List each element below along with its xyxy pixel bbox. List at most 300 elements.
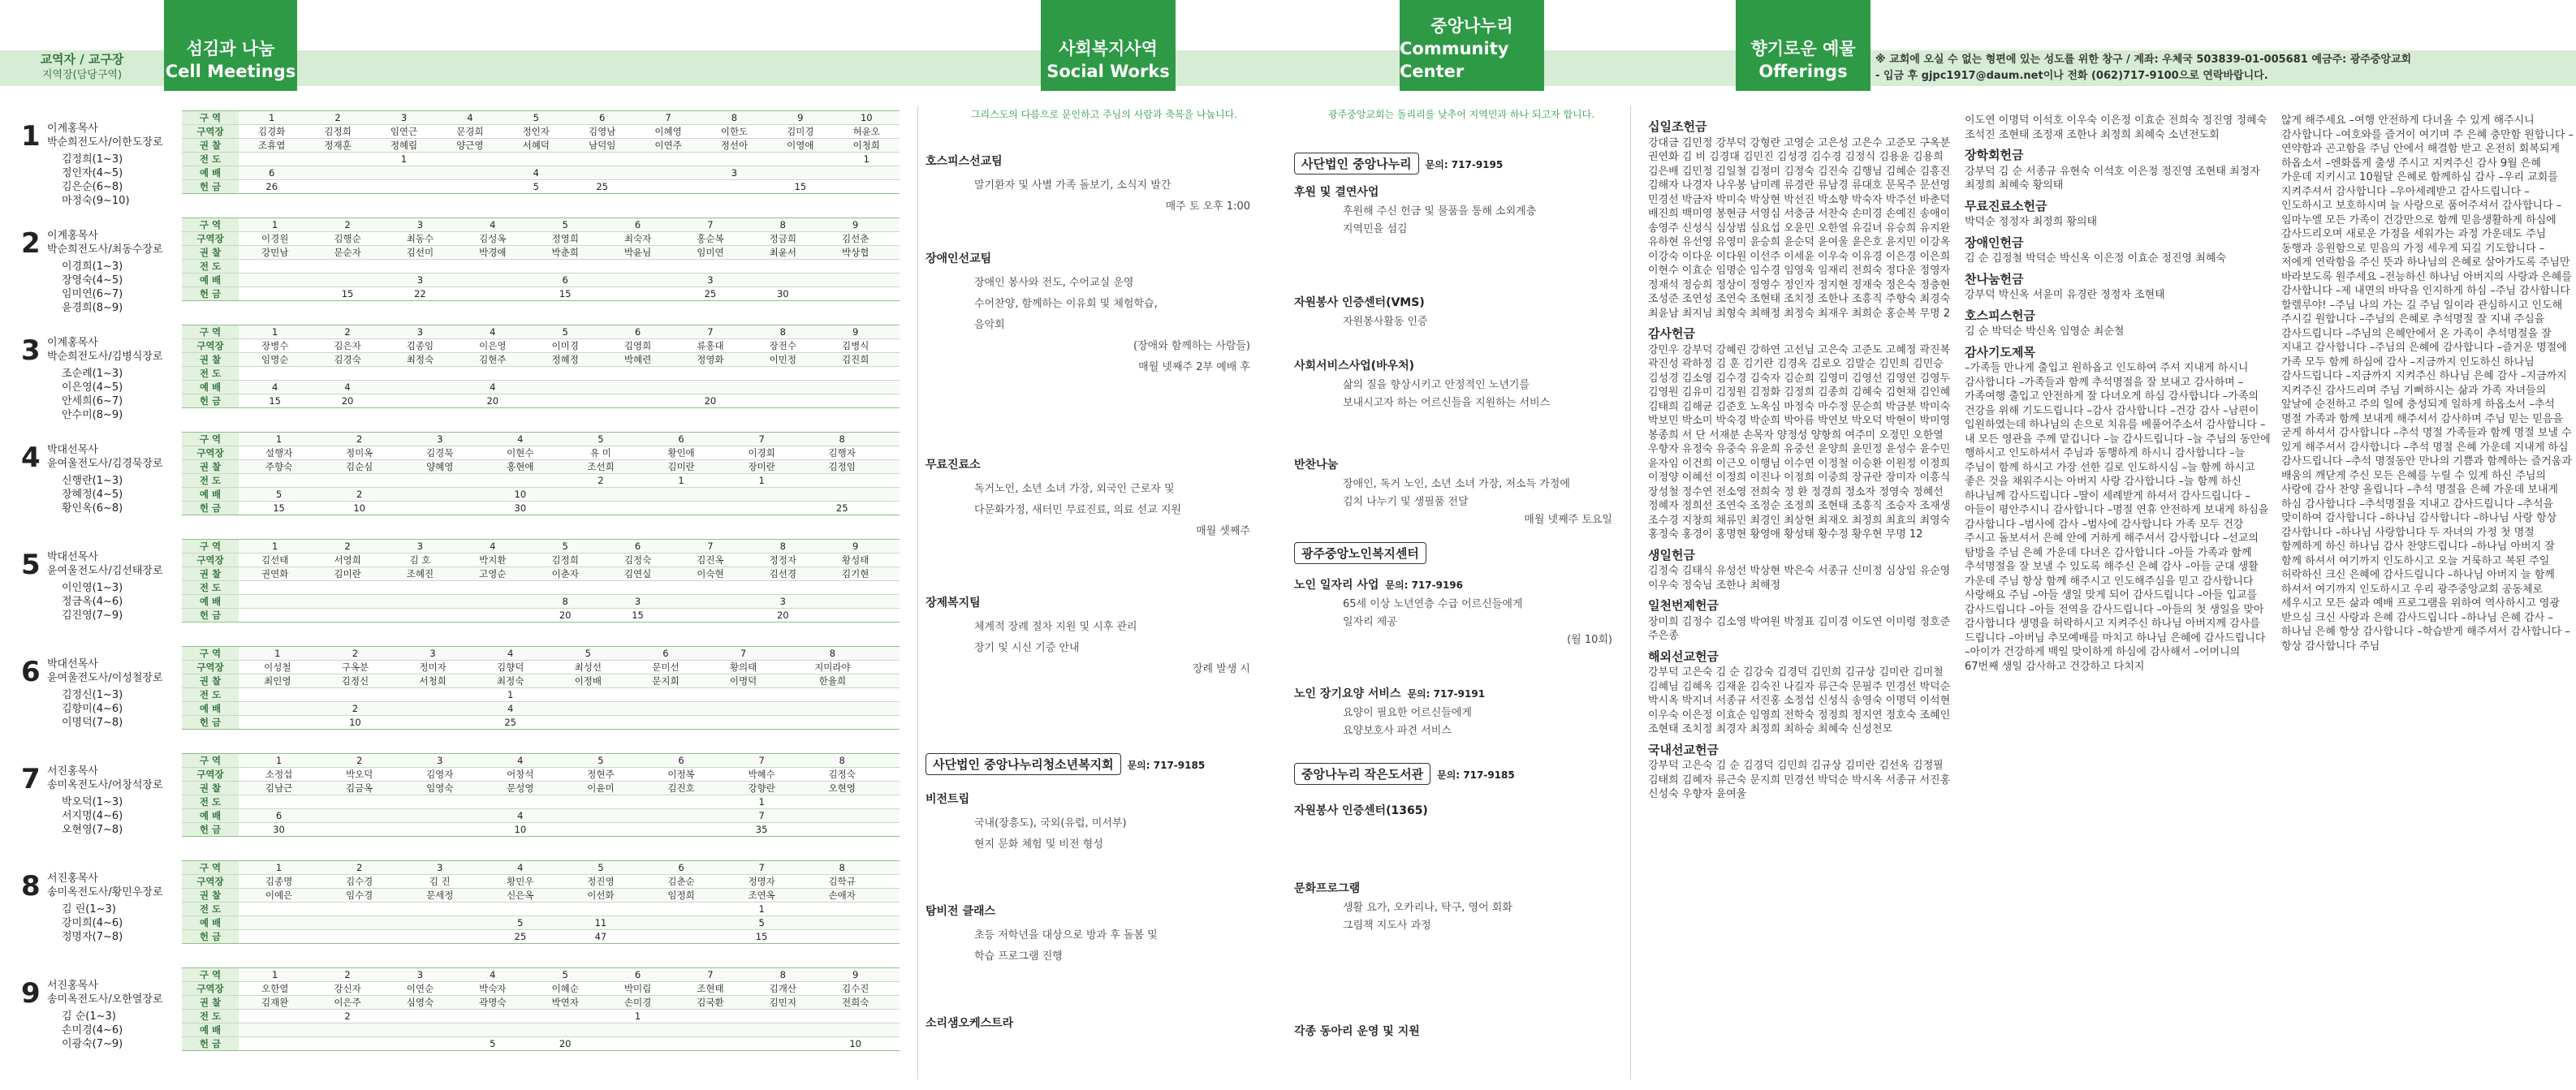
table-cell: 이정복 — [641, 768, 721, 782]
cell-member: 이명덕(7~8) — [62, 717, 123, 729]
tab-social-works: 사회복지사역 Social Works — [1041, 0, 1176, 91]
table-cell — [767, 153, 833, 166]
table-cell — [529, 581, 602, 595]
cell-member: 김향미(4~6) — [62, 703, 123, 715]
cell-number: 2 — [21, 227, 41, 260]
table-cell: 25 — [472, 716, 550, 730]
program-name: 각종 동아리 운영 및 지원 — [1294, 1025, 1420, 1038]
row-label: 예 배 — [182, 809, 239, 823]
table-cell — [239, 367, 311, 381]
table-cell: 7 — [705, 647, 783, 661]
table-cell: 4 — [239, 381, 311, 394]
table-cell: 5 — [239, 488, 319, 502]
table-cell: 김순심 — [319, 460, 399, 474]
cell-leader — [47, 336, 163, 364]
table-cell — [882, 768, 891, 782]
table-cell: 5 — [503, 180, 569, 194]
table-cell: 박오덕 — [319, 768, 399, 782]
center-intro: 광주중앙교회는 돌리리를 낮추어 지역민과 하나 되고자 합니다. — [1327, 109, 1595, 120]
table-cell — [641, 809, 721, 823]
table-row — [182, 595, 900, 609]
table-cell: 정미옥 — [319, 446, 399, 460]
table-cell — [437, 153, 503, 166]
table-cell: 김진호 — [641, 782, 721, 795]
table-cell — [891, 823, 900, 837]
table-cell: 1 — [239, 754, 319, 768]
table-cell: 5 — [560, 861, 641, 875]
table-cell: 2 — [319, 488, 399, 502]
table-cell: 6 — [602, 968, 674, 982]
cell-leader — [47, 979, 163, 1006]
table-cell: 20 — [529, 609, 602, 623]
program-schedule: 장례 발생 시 — [1192, 663, 1250, 675]
table-cell — [882, 861, 891, 875]
row-label: 전 도 — [182, 1010, 239, 1023]
table-cell — [602, 581, 674, 595]
table-cell: 문세정 — [399, 889, 480, 903]
program-name: 문화프로그램 — [1294, 882, 1361, 895]
cell-member: 정금옥(4~6) — [62, 596, 123, 608]
table-cell: 김진희 — [819, 353, 891, 367]
table-cell — [239, 595, 311, 609]
table-cell: 47 — [560, 930, 641, 944]
table-cell: 4 — [480, 433, 560, 446]
table-cell: 35 — [722, 823, 802, 837]
table-cell: 4 — [456, 968, 529, 982]
org-heading — [1294, 763, 1651, 785]
table-cell — [384, 1010, 456, 1023]
table-cell: 10 — [480, 488, 560, 502]
row-label: 구역장 — [182, 339, 239, 353]
table-cell — [882, 782, 891, 795]
table-row — [182, 246, 900, 260]
offering-category: 감사헌금 — [1648, 326, 1695, 341]
cell-group — [0, 214, 909, 317]
table-cell: 8 — [802, 433, 882, 446]
row-label: 구 역 — [182, 111, 239, 125]
table-cell: 9 — [819, 325, 891, 339]
table-cell — [384, 1037, 456, 1051]
social-program — [926, 594, 1283, 680]
region-elder: /오한열장로 — [108, 993, 163, 1006]
org-phone: 문의: 717-9195 — [1425, 159, 1504, 170]
table-row — [182, 353, 900, 367]
offering-category: 장애인헌금 — [1965, 235, 2024, 250]
table-cell: 김종임 — [384, 339, 456, 353]
org-name: 사단법인 중앙나누리청소년복지회 — [926, 753, 1121, 775]
table-cell: 3 — [384, 540, 456, 554]
table-cell: 8 — [802, 861, 882, 875]
table-cell — [602, 260, 674, 274]
table-cell — [747, 394, 819, 408]
table-cell: 1 — [371, 153, 437, 166]
cell-pastor — [47, 979, 163, 993]
table-cell: 남덕임 — [569, 139, 635, 153]
table-cell: 3 — [371, 111, 437, 125]
table-cell: 권연화 — [239, 567, 311, 581]
table-cell: 서청희 — [394, 674, 472, 688]
cell-members — [62, 581, 123, 623]
table-cell — [239, 795, 319, 809]
table-cell: 4 — [456, 218, 529, 232]
table-cell: 7 — [674, 218, 746, 232]
program-line: 초등 저학년을 대상으로 방과 후 돌봄 및 — [974, 929, 1158, 941]
table-cell: 허윤오 — [834, 125, 900, 139]
table-cell — [239, 702, 317, 716]
table-cell: 6 — [239, 166, 304, 180]
table-cell: 홍순복 — [674, 232, 746, 246]
table-cell: 김국환 — [674, 996, 746, 1010]
table-cell: 구옥분 — [317, 661, 395, 674]
table-cell — [560, 795, 641, 809]
column-divider — [917, 106, 918, 1079]
table-cell: 5 — [550, 647, 628, 661]
program-title — [1294, 802, 1629, 818]
table-cell: 최성선 — [550, 661, 628, 674]
table-cell — [782, 716, 882, 730]
table-cell: 박연자 — [529, 996, 602, 1010]
cell-table — [182, 432, 900, 515]
table-cell: 문경희 — [437, 125, 503, 139]
table-cell — [456, 1023, 529, 1037]
program-line: 65세 이상 노년연층 수급 어르신들에게 — [1343, 598, 1523, 610]
cell-pastor — [47, 443, 163, 457]
table-cell — [891, 554, 900, 567]
row-label: 구 역 — [182, 218, 239, 232]
table-cell — [674, 1010, 746, 1023]
table-cell: 최숙자 — [602, 232, 674, 246]
table-cell: 4 — [503, 166, 569, 180]
cell-number: 6 — [21, 656, 41, 688]
table-cell: 박혜련 — [602, 353, 674, 367]
table-cell — [456, 1010, 529, 1023]
row-label: 전 도 — [182, 260, 239, 274]
cell-number: 5 — [21, 549, 41, 581]
table-cell — [834, 166, 900, 180]
table-cell: 3 — [747, 595, 819, 609]
table-cell — [819, 287, 891, 301]
cell-number: 8 — [21, 870, 41, 903]
table-cell — [480, 795, 560, 809]
table-cell — [882, 488, 891, 502]
table-cell: 정정자 — [747, 554, 819, 567]
table-cell — [747, 1010, 819, 1023]
table-cell — [456, 609, 529, 623]
program-title — [1294, 685, 1629, 701]
program-line: 독거노인, 소년 소녀 가장, 외국인 근로자 및 — [974, 483, 1175, 495]
table-cell: 2 — [311, 218, 383, 232]
table-cell: 6 — [602, 218, 674, 232]
table-cell — [891, 287, 900, 301]
row-label: 헌 금 — [182, 716, 239, 730]
table-cell: 박윤님 — [602, 246, 674, 260]
center-program — [1294, 802, 1629, 821]
table-cell — [891, 1010, 900, 1023]
table-row — [182, 339, 900, 353]
table-cell: 25 — [802, 502, 882, 515]
table-row — [182, 381, 900, 394]
table-cell: 6 — [602, 540, 674, 554]
table-cell — [747, 260, 819, 274]
table-cell — [371, 166, 437, 180]
table-cell: 7 — [722, 861, 802, 875]
table-cell: 26 — [239, 180, 304, 194]
table-cell: 류홍대 — [674, 339, 746, 353]
offering-names: 않게 해주세요 –여행 안전하게 다녀올 수 있게 해주시니 감사합니다 –여호와를 즐거이 여기며 주 은혜 충만함 원합니다 –연약함과 곤고함을 주님 안에서 해결함 받고 온전히 회복되게 하옵소서 –엔화롭게 출생 주시고 지켜주신 감사 9월 은혜 가운데 지키시고 10월달 은혜로 함께하심 감사 –우리 교회를 지켜주셔서 감사합니다 –우아세례받고 감사드립니다 –인도하시고 보호하시며 늘 사랑으로 품어주셔서 감사합니다 –임마누엘 모든 가족이 건강만으로 함께 믿음생활하게 하심에 감사드리오며 새로운 가정을 세워가는 과정 가운데도 주님 동행과 응원함으로 믿음의 가정 세우게 되길 기도합니다 –저에게 연락함을 주신 뜻과 하나님의 은혜로 살아가도록 주님만 바라보도록 원주세요 –전능하신 하나님 아버지의 사랑과 은혜를 감사합니다 –제 내면의 바닥을 인지하게 하심 –주님 감사합니다 할렐루야! –주님 나의 가는 길 주님 일이라 관심하시고 인도해 주시길 원합니다 –주님의 은혜로 추석명절 잘 지내 주심을 감사드립니다 –주님의 은혜안에서 온 가족이 추석명절을 잘 지내고 감사합니다 –주님의 은혜에 감사합니다 –즐거운 명절에 가족 모두 함께 하심에 감사 –지금까지 인도하신 하나님 감사드립니다 –지금까지 지켜주신 하나님 은혜 감사 –지금까지 지켜주신 감사드리며 주님 기뻐하시는 삶과 가족 자녀들의 앞날에 순전하고 주의 일에 충성되게 일하게 하옵소서 –추석 명절 가족과 함께 보내게 해주셔서 감사하며 주님 믿는 믿음을 굳게 하셔서 감사합니다 –추석 명절 가족들과 함께 명절 보낼 수 있게 해주셔서 감사합니다 –추석 명절 은혜 가운데 지내게 하심 감사드립니다 –추석 명절동안 만나의 기쁨과 함께하는 즐거움과 배움의 깨닫게 주신 모든 은혜를 누릴 수 있게 하신 주님의 사랑에 감사 찬양 올립니다 –추석 명절을 은혜 가운데 보내게 하심 감사합니다 –추석명절을 지내고 감사드립니다 –추석을 맞이하여 감사합니다 –하나님 감사합니다 –하나님 사랑 항상 감사합니다 –하나님 사랑합니다 두 자녀의 가정 첫 명절 함께하게 하신 하나님 감사 찬양드립니다 –하나님 아버지 잘 함께 하셔서 여기까지 인도하시고 오늘 거룩하고 복된 주일 허락하신 크신 은혜에 감사드립니다 –하나님 아버지 늘 함께 하셔서 여기까지 인도하시고 우리 광주중앙교회 공동체로 세우시고 모든 삶과 예배 프로그램을 위하여 역사하시고 영광 받으심 크신 사랑과 은혜 감사드립니다 –하나님 은혜 감사 –하나님 은혜 항상 감사합니다 –학습받게 해주셔서 감사합니다 –항상 감사합니다 주님 — [2281, 114, 2574, 653]
row-label: 전 도 — [182, 367, 239, 381]
program-line: 지역민을 섬김 — [1343, 223, 1408, 235]
table-cell: 어창석 — [480, 768, 560, 782]
table-cell — [239, 581, 311, 595]
cell-leader — [47, 872, 163, 899]
table-row — [182, 823, 900, 837]
table-cell: 김선춘 — [819, 232, 891, 246]
table-cell: 서영희 — [311, 554, 383, 567]
table-cell: 4 — [456, 381, 529, 394]
table-cell: 이혜영 — [635, 125, 701, 139]
table-cell — [767, 166, 833, 180]
cell-table — [182, 860, 900, 944]
table-cell: 황의태 — [705, 661, 783, 674]
table-cell — [311, 609, 383, 623]
row-label: 권 찰 — [182, 996, 239, 1010]
table-cell: 최동수 — [384, 232, 456, 246]
program-line: 체계적 장례 절차 지원 및 시후 관리 — [974, 621, 1137, 633]
evangelist-name: 윤여울전도사 — [47, 672, 109, 684]
center-program — [1294, 357, 1629, 412]
row-label: 구 역 — [182, 540, 239, 554]
table-cell — [891, 916, 900, 930]
table-cell: 5 — [560, 433, 641, 446]
program-title: 비전트립 — [926, 793, 970, 806]
table-cell: 김종명 — [239, 875, 319, 889]
table-cell — [627, 716, 705, 730]
table-cell: 2 — [319, 861, 399, 875]
org-name: 사단법인 중앙나누리 — [1294, 153, 1419, 174]
table-cell — [891, 446, 900, 460]
table-row — [182, 581, 900, 595]
program-phone: 문의: 717-9191 — [1407, 688, 1486, 700]
table-cell: 8 — [747, 540, 819, 554]
table-cell: 4 — [472, 702, 550, 716]
table-cell: 양근영 — [437, 139, 503, 153]
program-line: 일자리 제공 — [1343, 616, 1397, 628]
cell-evangelist — [47, 778, 163, 792]
program-line: 학습 프로그램 진행 — [974, 950, 1063, 963]
table-cell: 이윤미 — [560, 782, 641, 795]
table-cell: 5 — [480, 916, 560, 930]
table-cell: 정미자 — [394, 661, 472, 674]
table-cell — [891, 809, 900, 823]
program-title — [1294, 294, 1629, 310]
table-row — [182, 567, 900, 581]
table-cell — [560, 809, 641, 823]
row-label: 권 찰 — [182, 674, 239, 688]
table-cell: 이정배 — [550, 674, 628, 688]
table-cell — [891, 795, 900, 809]
tab-offerings: 향기로운 예물 Offerings — [1736, 0, 1871, 91]
table-cell: 이선화 — [560, 889, 641, 903]
table-cell — [891, 1037, 900, 1051]
table-cell: 정혜림 — [371, 139, 437, 153]
table-cell: 7 — [674, 540, 746, 554]
table-cell: 7 — [674, 968, 746, 982]
table-cell — [641, 903, 721, 916]
table-cell — [891, 782, 900, 795]
cell-number: 3 — [21, 334, 41, 367]
table-cell — [819, 260, 891, 274]
table-cell: 이한도 — [701, 125, 767, 139]
offering-names: 강부덕 김 순 서종규 유현숙 이석호 이은정 정진영 조현태 최정자 최정희 최혜숙 황의태 — [1965, 165, 2260, 192]
program-title — [1294, 1023, 1629, 1039]
table-cell — [891, 502, 900, 515]
program-schedule: 매월 넷째주 토요일 — [1524, 514, 1612, 526]
table-cell — [635, 153, 701, 166]
table-cell — [394, 702, 472, 716]
table-cell: 이민정 — [747, 353, 819, 367]
row-label: 구역장 — [182, 446, 239, 460]
offering-names: 김정숙 김태식 유성선 박상현 박은숙 서종규 신미정 심상임 유순영 이우숙 정숙님 조한나 최해정 — [1648, 565, 1951, 592]
cell-group — [0, 107, 909, 209]
center-program — [1294, 183, 1629, 239]
table-cell: 1 — [641, 474, 721, 488]
cell-member: 손미경(4~6) — [62, 1024, 123, 1036]
row-label: 예 배 — [182, 1023, 239, 1037]
evangelist-name: 박순희전도사 — [47, 351, 109, 363]
table-cell: 황민우 — [480, 875, 560, 889]
table-cell: 1 — [239, 861, 319, 875]
table-cell: 김선경 — [747, 567, 819, 581]
table-cell — [399, 823, 480, 837]
program-line: 요양이 필요한 어르신들에게 — [1343, 707, 1472, 719]
cell-number: 1 — [21, 120, 41, 153]
table-cell: 홍현애 — [480, 460, 560, 474]
table-cell — [394, 716, 472, 730]
table-cell: 4 — [480, 754, 560, 768]
row-label: 예 배 — [182, 381, 239, 394]
table-cell: 정영화 — [674, 353, 746, 367]
table-cell — [480, 903, 560, 916]
table-cell — [891, 754, 900, 768]
table-cell: 이청희 — [834, 139, 900, 153]
table-cell — [674, 367, 746, 381]
table-cell — [674, 1037, 746, 1051]
center-program — [1294, 294, 1629, 331]
table-cell: 8 — [747, 968, 819, 982]
table-row — [182, 996, 900, 1010]
table-cell — [891, 996, 900, 1010]
table-cell — [891, 768, 900, 782]
table-cell — [399, 474, 480, 488]
table-cell — [802, 823, 882, 837]
table-cell: 오한열 — [239, 982, 311, 996]
offering-category: 국내선교헌금 — [1648, 742, 1719, 757]
offering-names: 강부덕 박신옥 서윤미 유경란 정정자 조현태 — [1965, 289, 2165, 301]
table-cell — [882, 502, 891, 515]
table-cell — [239, 287, 311, 301]
table-cell — [456, 260, 529, 274]
table-cell: 김금옥 — [319, 782, 399, 795]
cell-evangelist — [47, 885, 163, 899]
table-cell: 5 — [560, 754, 641, 768]
table-cell: 1 — [722, 795, 802, 809]
table-cell: 2 — [319, 754, 399, 768]
offering-category: 십일조헌금 — [1648, 119, 1707, 134]
table-cell — [891, 325, 900, 339]
pastor-name: 이계홍목사 — [47, 230, 98, 242]
table-cell: 2 — [319, 433, 399, 446]
table-cell — [641, 795, 721, 809]
table-cell — [319, 930, 399, 944]
table-cell — [819, 367, 891, 381]
table-cell: 3 — [384, 968, 456, 982]
table-cell: 20 — [747, 609, 819, 623]
table-cell — [304, 166, 370, 180]
table-cell: 이연순 — [384, 982, 456, 996]
table-cell: 11 — [560, 916, 641, 930]
offering-names: 이도연 이명덕 이석호 이우숙 이은정 이효순 전희숙 정진영 정혜숙 조석진 조현태 조정재 조한나 최정희 최혜숙 소년전도회 — [1965, 114, 2267, 141]
table-cell: 15 — [767, 180, 833, 194]
table-cell: 주향숙 — [239, 460, 319, 474]
cell-member: 이경희(1~3) — [62, 261, 123, 273]
row-label: 구 역 — [182, 433, 239, 446]
program-phone: 문의: 717-9196 — [1385, 579, 1464, 591]
table-cell: 김경숙 — [311, 353, 383, 367]
table-cell: 20 — [311, 394, 383, 408]
table-cell: 김정희 — [304, 125, 370, 139]
program-title — [1294, 456, 1629, 472]
row-label: 구역장 — [182, 661, 239, 674]
table-cell: 김현주 — [456, 353, 529, 367]
evangelist-name: 박순희전도사 — [47, 136, 109, 149]
table-cell — [705, 688, 783, 702]
cell-leader — [47, 122, 163, 149]
table-cell: 1 — [239, 540, 311, 554]
table-cell: 1 — [239, 325, 311, 339]
table-cell: 박지환 — [456, 554, 529, 567]
table-row — [182, 903, 900, 916]
table-cell — [304, 180, 370, 194]
cell-member: 임미연(6~7) — [62, 288, 123, 300]
program-line: 후원해 주신 헌금 및 물품을 통해 소외계층 — [1343, 205, 1537, 218]
program-line: 그림책 지도사 과정 — [1343, 920, 1431, 932]
table-cell — [747, 1023, 819, 1037]
cell-pastor — [47, 336, 163, 350]
org-heading — [926, 753, 1283, 775]
cell-evangelist — [47, 564, 163, 578]
row-label: 구역장 — [182, 875, 239, 889]
table-cell — [819, 1023, 891, 1037]
table-cell: 22 — [384, 287, 456, 301]
table-cell — [882, 446, 891, 460]
cell-info — [0, 750, 179, 852]
table-cell — [891, 394, 900, 408]
table-cell: 7 — [722, 433, 802, 446]
table-row — [182, 647, 900, 661]
table-cell — [891, 889, 900, 903]
table-cell: 박상협 — [819, 246, 891, 260]
region-elder: /어창석장로 — [108, 779, 163, 791]
table-cell: 조휴엽 — [239, 139, 304, 153]
table-cell — [882, 795, 891, 809]
cell-table — [182, 753, 900, 837]
org-name: 중앙나누리 작은도서관 — [1294, 763, 1430, 785]
table-cell — [802, 916, 882, 930]
cell-members — [62, 367, 123, 422]
cell-pastor — [47, 657, 163, 671]
table-row — [182, 609, 900, 623]
table-cell — [311, 595, 383, 609]
